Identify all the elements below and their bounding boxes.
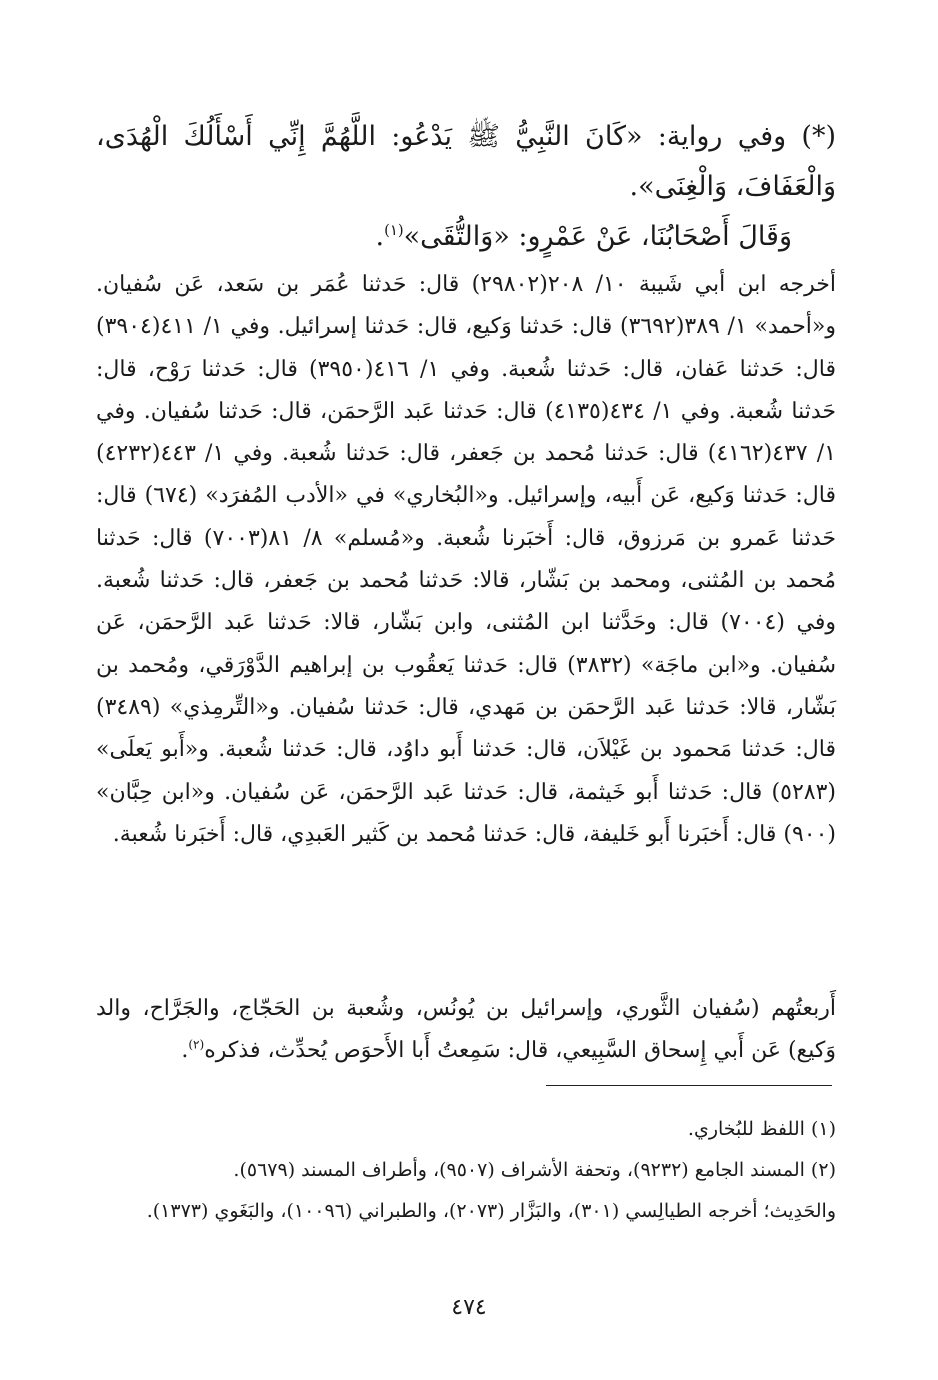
isnad-summary-paragraph	[96, 988, 836, 1072]
page-number: ٤٧٤	[451, 1295, 487, 1320]
footnote-2: (٢) المسند الجامع (٩٢٣٢)، وتحفة الأشراف (٩٥٠٧)، وأطراف المسند (٥٦٧٩).	[233, 1159, 836, 1181]
footnote-1: (١) اللفظ للبُخاري.	[687, 1118, 836, 1140]
isnad-summary-text: أَربعتُهم (سُفيان الثَّوري، وإسرائيل بن يُونُس، وشُعبة بن الحَجّاج، والجَرَّاح، والد وَكيع) عَن أَبي إِسحاق السَّبِيعي، قال: سَمِعتُ أَبا الأَحوَص يُحدِّث، فذكره	[96, 996, 836, 1063]
footnote-separator	[546, 1085, 832, 1086]
narration-variant-line: (*) وفي رواية: «كَانَ النَّبِيُّ ﷺ يَدْعُو: اللَّهُمَّ إِنِّي أَسْأَلُكَ الْهُدَى، وَالْعَفَافَ، وَالْغِنَى».	[96, 121, 836, 202]
isnad-summary-end-mark: .	[181, 1038, 189, 1063]
hadith-narration	[96, 112, 836, 262]
narration-companions-line	[96, 212, 836, 262]
takhrij-paragraph	[96, 264, 836, 856]
narration-end-mark: .	[375, 221, 385, 252]
narration-companions-text: وَقَالَ أَصْحَابُنَا، عَنْ عَمْرٍو: «وَالتُّقَى»	[403, 221, 792, 252]
takhrij-text: أخرجه ابن أبي شَيبة ١٠/ ٢٠٨(٢٩٨٠٢) قال: حَدثنا عُمَر بن سَعد، عَن سُفيان. و«أحمد» ١/ ٣٨٩(٣٦٩٢) قال: حَدثنا وَكيع، قال: حَدثنا إسرائيل. وفي ١/ ٤١١(٣٩٠٤) قال: حَدثنا عَفان، قال: حَدثنا شُعبة. وفي ١/ ٤١٦(٣٩٥٠) قال: حَدثنا رَوْح، قال: حَدثنا شُعبة. وفي ١/ ٤٣٤(٤١٣٥) قال: حَدثنا عَبد الرَّحمَن، قال: حَدثنا سُفيان. وفي ١/ ٤٣٧(٤١٦٢) قال: حَدثنا مُحمد بن جَعفر، قال: حَدثنا شُعبة. وفي ١/ ٤٤٣(٤٢٣٢) قال: حَدثنا وَكيع، عَن أَبيه، وإسرائيل. و«البُخاري» في «الأدب المُفرَد» (٦٧٤) قال: حَدثنا عَمرو بن مَرزوق، قال: أَخبَرنا شُعبة. و«مُسلم» ٨/ ٨١(٧٠٠٣) قال: حَدثنا مُحمد بن المُثنى، ومحمد بن بَشّار، قالا: حَدثنا مُحمد بن جَعفر، قال: حَدثنا شُعبة. وفي (٧٠٠٤) قال: وحَدَّثنا ابن المُثنى، وابن بَشّار، قالا: حَدثنا عَبد الرَّحمَن، عَن سُفيان. و«ابن ماجَة» (٣٨٣٢) قال: حَدثنا يَعقُوب بن إبراهيم الدَّوْرَقي، ومُحمد بن بَشّار، قالا: حَدثنا عَبد الرَّحمَن بن مَهدي، قال: حَدثنا سُفيان. و«التِّرمِذي» (٣٤٨٩) قال: حَدثنا مَحمود بن غَيْلاَن، قال: حَدثنا أَبو داوُد، قال: حَدثنا شُعبة. و«أَبو يَعلَى» (٥٢٨٣) قال: حَدثنا أَبو خَيثمة، قال: حَدثنا عَبد الرَّحمَن، عَن سُفيان. و«ابن حِبَّان» (٩٠٠) قال: أَخبَرنا أَبو خَليفة، قال: حَدثنا مُحمد بن كَثير العَبدِي، قال: أَخبَرنا شُعبة.	[96, 272, 837, 847]
footnotes	[96, 1109, 836, 1232]
footnote-2-continuation: والحَدِيث؛ أخرجه الطيالِسي (٣٠١)، والبَزَّار (٢٠٧٣)، والطبراني (١٠٠٩٦)، والبَغَوي (١٣٧٣).	[146, 1200, 836, 1222]
footnote-ref-1: (١)	[384, 221, 404, 239]
isnad-summary-line	[96, 988, 836, 1072]
footnote-ref-2: (٢)	[188, 1037, 205, 1052]
